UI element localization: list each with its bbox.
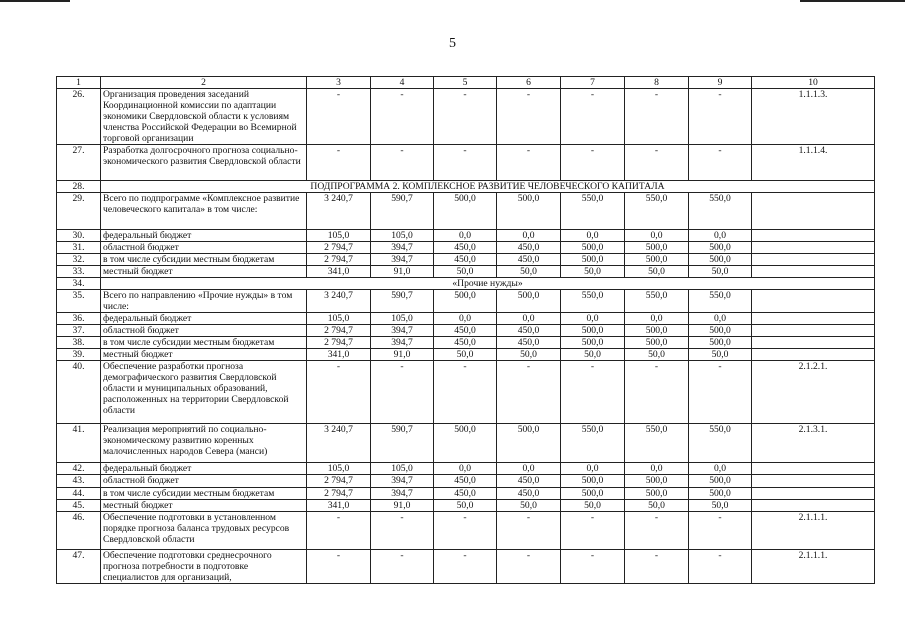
row-number-cell: 43.: [57, 475, 101, 488]
value-cell-v5: 450,0: [434, 242, 497, 254]
value-cell-v9: 0,0: [689, 463, 752, 475]
value-cell-v8: -: [625, 89, 689, 145]
value-cell-v8: 500,0: [625, 488, 689, 500]
value-cell-v8: -: [625, 550, 689, 584]
code-cell: 2.1.2.1.: [752, 361, 875, 424]
value-cell-v9: -: [689, 512, 752, 550]
value-cell-v6: 50,0: [497, 500, 561, 512]
value-cell-v6: 0,0: [497, 463, 561, 475]
value-cell-v6: 0,0: [497, 313, 561, 325]
value-cell-v6: 500,0: [497, 290, 561, 313]
value-cell-v5: 500,0: [434, 424, 497, 463]
row-number-cell: 30.: [57, 230, 101, 242]
value-cell-v4: 394,7: [371, 254, 434, 266]
value-cell-v5: 500,0: [434, 193, 497, 230]
table-row: [57, 500, 875, 512]
table-row: [57, 349, 875, 361]
table-body: [57, 77, 875, 584]
description-cell: областной бюджет: [101, 325, 307, 337]
table-row: [57, 278, 875, 290]
value-cell-v7: 500,0: [561, 488, 625, 500]
value-cell-v5: 450,0: [434, 488, 497, 500]
header-cell: 8: [625, 77, 689, 89]
value-cell-v5: -: [434, 89, 497, 145]
header-cell: 1: [57, 77, 101, 89]
value-cell-v9: 50,0: [689, 500, 752, 512]
description-cell: в том числе субсидии местным бюджетам: [101, 488, 307, 500]
value-cell-v4: -: [371, 361, 434, 424]
value-cell-v7: -: [561, 512, 625, 550]
row-number-cell: 36.: [57, 313, 101, 325]
table-row: [57, 512, 875, 550]
code-cell: [752, 337, 875, 349]
value-cell-v3: -: [307, 145, 371, 181]
code-cell: [752, 475, 875, 488]
description-cell: Разработка долгосрочного прогноза социально-экономического развития Свердловской области: [101, 145, 307, 181]
value-cell-v3: 105,0: [307, 230, 371, 242]
budget-table: [56, 76, 875, 584]
value-cell-v5: 0,0: [434, 313, 497, 325]
table-row: [57, 181, 875, 193]
value-cell-v4: 91,0: [371, 266, 434, 278]
description-cell: федеральный бюджет: [101, 463, 307, 475]
value-cell-v9: 50,0: [689, 266, 752, 278]
row-number-cell: 40.: [57, 361, 101, 424]
value-cell-v9: 500,0: [689, 337, 752, 349]
table-row: [57, 463, 875, 475]
description-cell: областной бюджет: [101, 242, 307, 254]
value-cell-v7: -: [561, 361, 625, 424]
header-cell: 9: [689, 77, 752, 89]
value-cell-v3: 2 794,7: [307, 488, 371, 500]
row-number-cell: 47.: [57, 550, 101, 584]
value-cell-v8: -: [625, 512, 689, 550]
value-cell-v3: 341,0: [307, 349, 371, 361]
value-cell-v4: 105,0: [371, 463, 434, 475]
value-cell-v5: 0,0: [434, 230, 497, 242]
value-cell-v6: 450,0: [497, 254, 561, 266]
value-cell-v8: -: [625, 361, 689, 424]
value-cell-v3: -: [307, 361, 371, 424]
code-cell: 2.1.3.1.: [752, 424, 875, 463]
row-number-cell: 45.: [57, 500, 101, 512]
code-cell: [752, 230, 875, 242]
value-cell-v6: 0,0: [497, 230, 561, 242]
table-row: [57, 193, 875, 230]
value-cell-v8: 500,0: [625, 242, 689, 254]
value-cell-v7: 500,0: [561, 242, 625, 254]
row-number-cell: 41.: [57, 424, 101, 463]
value-cell-v6: 450,0: [497, 337, 561, 349]
value-cell-v5: -: [434, 550, 497, 584]
value-cell-v6: -: [497, 550, 561, 584]
value-cell-v5: -: [434, 512, 497, 550]
description-cell: федеральный бюджет: [101, 230, 307, 242]
value-cell-v4: 394,7: [371, 325, 434, 337]
value-cell-v3: 2 794,7: [307, 325, 371, 337]
value-cell-v4: 590,7: [371, 193, 434, 230]
value-cell-v3: 341,0: [307, 266, 371, 278]
value-cell-v9: 500,0: [689, 325, 752, 337]
description-cell: Всего по подпрограмме «Комплексное развитие человеческого капитала» в том числе:: [101, 193, 307, 230]
code-cell: [752, 325, 875, 337]
value-cell-v6: 450,0: [497, 325, 561, 337]
table-row: [57, 290, 875, 313]
value-cell-v7: 500,0: [561, 325, 625, 337]
code-cell: 1.1.1.3.: [752, 89, 875, 145]
value-cell-v8: 0,0: [625, 313, 689, 325]
value-cell-v3: 3 240,7: [307, 290, 371, 313]
value-cell-v5: 450,0: [434, 475, 497, 488]
row-number-cell: 27.: [57, 145, 101, 181]
description-cell: Обеспечение подготовки в установленном порядке прогноза баланса трудовых ресурсов Свердловской области: [101, 512, 307, 550]
value-cell-v8: 500,0: [625, 325, 689, 337]
value-cell-v5: 50,0: [434, 349, 497, 361]
value-cell-v6: 50,0: [497, 349, 561, 361]
value-cell-v5: 450,0: [434, 337, 497, 349]
description-cell: местный бюджет: [101, 266, 307, 278]
value-cell-v4: 394,7: [371, 488, 434, 500]
value-cell-v7: 500,0: [561, 337, 625, 349]
value-cell-v3: 2 794,7: [307, 254, 371, 266]
value-cell-v8: -: [625, 145, 689, 181]
value-cell-v8: 50,0: [625, 266, 689, 278]
section-title-cell: «Прочие нужды»: [101, 278, 875, 290]
table-row: [57, 230, 875, 242]
header-cell: 5: [434, 77, 497, 89]
row-number-cell: 42.: [57, 463, 101, 475]
value-cell-v4: -: [371, 145, 434, 181]
scan-edge-mark-right: [800, 0, 905, 2]
table-row: [57, 313, 875, 325]
value-cell-v7: -: [561, 89, 625, 145]
value-cell-v8: 550,0: [625, 424, 689, 463]
value-cell-v6: 450,0: [497, 242, 561, 254]
code-cell: [752, 242, 875, 254]
value-cell-v7: 550,0: [561, 424, 625, 463]
value-cell-v7: 500,0: [561, 475, 625, 488]
value-cell-v5: -: [434, 145, 497, 181]
value-cell-v7: 550,0: [561, 193, 625, 230]
value-cell-v9: 500,0: [689, 254, 752, 266]
code-cell: [752, 488, 875, 500]
value-cell-v8: 500,0: [625, 337, 689, 349]
value-cell-v9: -: [689, 145, 752, 181]
value-cell-v3: -: [307, 550, 371, 584]
table-row: [57, 242, 875, 254]
value-cell-v4: 394,7: [371, 475, 434, 488]
value-cell-v9: 0,0: [689, 313, 752, 325]
row-number-cell: 35.: [57, 290, 101, 313]
table-row: [57, 488, 875, 500]
value-cell-v3: 2 794,7: [307, 337, 371, 349]
value-cell-v6: 500,0: [497, 424, 561, 463]
row-number-cell: 34.: [57, 278, 101, 290]
value-cell-v4: 105,0: [371, 230, 434, 242]
description-cell: Реализация мероприятий по социально-экономическому развитию коренных малочисленных народов Севера (манси): [101, 424, 307, 463]
value-cell-v7: 50,0: [561, 500, 625, 512]
value-cell-v6: 50,0: [497, 266, 561, 278]
row-number-cell: 46.: [57, 512, 101, 550]
table-row: [57, 266, 875, 278]
header-cell: 3: [307, 77, 371, 89]
table-row: [57, 337, 875, 349]
value-cell-v6: -: [497, 89, 561, 145]
code-cell: 1.1.1.4.: [752, 145, 875, 181]
value-cell-v8: 500,0: [625, 254, 689, 266]
description-cell: в том числе субсидии местным бюджетам: [101, 254, 307, 266]
value-cell-v6: -: [497, 512, 561, 550]
description-cell: Обеспечение подготовки среднесрочного прогноза потребности в подготовке специалистов для организаций,: [101, 550, 307, 584]
description-cell: Организация проведения заседаний Координационной комиссии по адаптации экономики Свердловской области к условиям членства Российской Федерации во Всемирной торговой организации: [101, 89, 307, 145]
row-number-cell: 31.: [57, 242, 101, 254]
value-cell-v9: -: [689, 550, 752, 584]
value-cell-v8: 0,0: [625, 463, 689, 475]
value-cell-v4: 394,7: [371, 337, 434, 349]
code-cell: [752, 193, 875, 230]
value-cell-v5: 450,0: [434, 325, 497, 337]
value-cell-v3: 3 240,7: [307, 424, 371, 463]
value-cell-v9: -: [689, 89, 752, 145]
row-number-cell: 37.: [57, 325, 101, 337]
value-cell-v3: -: [307, 512, 371, 550]
value-cell-v5: 50,0: [434, 500, 497, 512]
table-row: [57, 424, 875, 463]
row-number-cell: 32.: [57, 254, 101, 266]
value-cell-v8: 550,0: [625, 193, 689, 230]
value-cell-v4: -: [371, 89, 434, 145]
code-cell: [752, 500, 875, 512]
description-cell: в том числе субсидии местным бюджетам: [101, 337, 307, 349]
value-cell-v5: 450,0: [434, 254, 497, 266]
row-number-cell: 26.: [57, 89, 101, 145]
value-cell-v5: 0,0: [434, 463, 497, 475]
value-cell-v4: 91,0: [371, 349, 434, 361]
value-cell-v9: 500,0: [689, 475, 752, 488]
value-cell-v6: 450,0: [497, 488, 561, 500]
value-cell-v6: 450,0: [497, 475, 561, 488]
value-cell-v9: 0,0: [689, 230, 752, 242]
header-cell: 6: [497, 77, 561, 89]
value-cell-v6: -: [497, 145, 561, 181]
table-row: [57, 89, 875, 145]
value-cell-v9: 550,0: [689, 193, 752, 230]
code-cell: [752, 266, 875, 278]
value-cell-v8: 50,0: [625, 349, 689, 361]
row-number-cell: 29.: [57, 193, 101, 230]
description-cell: Всего по направлению «Прочие нужды» в том числе:: [101, 290, 307, 313]
row-number-cell: 39.: [57, 349, 101, 361]
value-cell-v3: 105,0: [307, 463, 371, 475]
value-cell-v7: 550,0: [561, 290, 625, 313]
row-number-cell: 44.: [57, 488, 101, 500]
table-row: [57, 325, 875, 337]
value-cell-v3: 341,0: [307, 500, 371, 512]
header-cell: 2: [101, 77, 307, 89]
value-cell-v7: 0,0: [561, 230, 625, 242]
table-row: [57, 361, 875, 424]
value-cell-v8: 0,0: [625, 230, 689, 242]
code-cell: [752, 463, 875, 475]
code-cell: 2.1.1.1.: [752, 512, 875, 550]
value-cell-v9: 550,0: [689, 290, 752, 313]
table-row: [57, 254, 875, 266]
value-cell-v8: 500,0: [625, 475, 689, 488]
value-cell-v8: 50,0: [625, 500, 689, 512]
value-cell-v6: -: [497, 361, 561, 424]
value-cell-v3: 3 240,7: [307, 193, 371, 230]
code-cell: [752, 313, 875, 325]
code-cell: [752, 254, 875, 266]
value-cell-v3: 2 794,7: [307, 475, 371, 488]
table-row: [57, 145, 875, 181]
value-cell-v4: 394,7: [371, 242, 434, 254]
table-row: [57, 475, 875, 488]
value-cell-v5: 500,0: [434, 290, 497, 313]
value-cell-v5: -: [434, 361, 497, 424]
value-cell-v7: 50,0: [561, 266, 625, 278]
value-cell-v8: 550,0: [625, 290, 689, 313]
value-cell-v9: 500,0: [689, 242, 752, 254]
value-cell-v9: 500,0: [689, 488, 752, 500]
value-cell-v7: 500,0: [561, 254, 625, 266]
value-cell-v6: 500,0: [497, 193, 561, 230]
description-cell: местный бюджет: [101, 349, 307, 361]
value-cell-v3: 2 794,7: [307, 242, 371, 254]
description-cell: областной бюджет: [101, 475, 307, 488]
code-cell: [752, 290, 875, 313]
value-cell-v4: 91,0: [371, 500, 434, 512]
code-cell: [752, 349, 875, 361]
header-cell: 7: [561, 77, 625, 89]
row-number-cell: 28.: [57, 181, 101, 193]
value-cell-v7: -: [561, 550, 625, 584]
row-number-cell: 33.: [57, 266, 101, 278]
header-cell: 4: [371, 77, 434, 89]
value-cell-v5: 50,0: [434, 266, 497, 278]
description-cell: федеральный бюджет: [101, 313, 307, 325]
value-cell-v4: 590,7: [371, 424, 434, 463]
page-number: 5: [449, 36, 456, 51]
value-cell-v7: 0,0: [561, 463, 625, 475]
value-cell-v9: -: [689, 361, 752, 424]
description-cell: местный бюджет: [101, 500, 307, 512]
section-title-cell: ПОДПРОГРАММА 2. КОМПЛЕКСНОЕ РАЗВИТИЕ ЧЕЛОВЕЧЕСКОГО КАПИТАЛА: [101, 181, 875, 193]
description-cell: Обеспечение разработки прогноза демографического развития Свердловской области и муниципальных образований, расположенных на территории Свердловской области: [101, 361, 307, 424]
value-cell-v4: 105,0: [371, 313, 434, 325]
value-cell-v3: -: [307, 89, 371, 145]
scan-edge-mark-left: [0, 0, 70, 2]
value-cell-v9: 50,0: [689, 349, 752, 361]
value-cell-v7: -: [561, 145, 625, 181]
value-cell-v9: 550,0: [689, 424, 752, 463]
table-row: [57, 550, 875, 584]
value-cell-v7: 0,0: [561, 313, 625, 325]
value-cell-v7: 50,0: [561, 349, 625, 361]
value-cell-v4: -: [371, 512, 434, 550]
code-cell: 2.1.1.1.: [752, 550, 875, 584]
value-cell-v4: -: [371, 550, 434, 584]
row-number-cell: 38.: [57, 337, 101, 349]
header-cell: 10: [752, 77, 875, 89]
header-row: [57, 77, 875, 89]
value-cell-v3: 105,0: [307, 313, 371, 325]
value-cell-v4: 590,7: [371, 290, 434, 313]
